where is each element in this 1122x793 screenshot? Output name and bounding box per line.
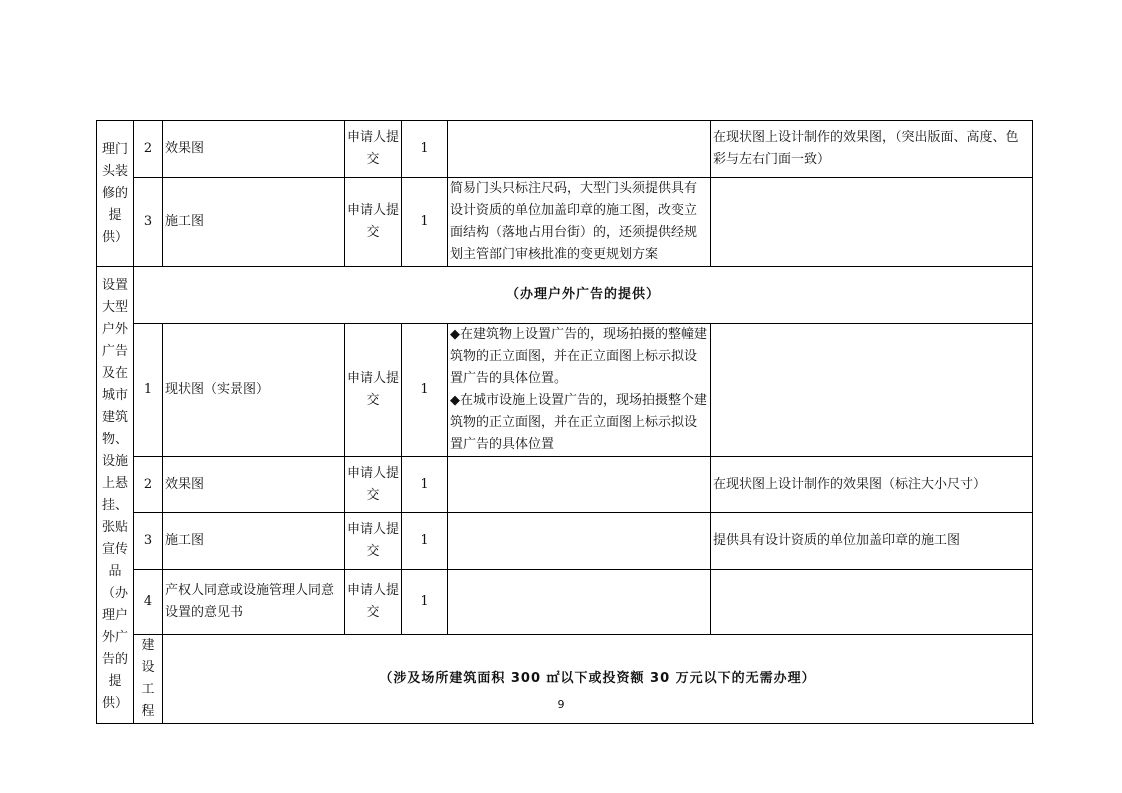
copy-count: 1	[402, 324, 448, 457]
material-name: 现状图（实景图）	[163, 324, 345, 457]
material-name: 效果图	[163, 457, 345, 513]
copy-count: 1	[402, 570, 448, 635]
section-header-outdoor-ad: （办理户外广告的提供）	[134, 267, 1033, 324]
material-note: 在现状图上设计制作的效果图，（突出版面、高度、色彩与左右门面一致）	[711, 121, 1033, 178]
material-name: 施工图	[163, 513, 345, 570]
copy-count: 1	[402, 513, 448, 570]
category-cell-construction: 建设工程	[134, 635, 163, 724]
section-header-construction: （涉及场所建筑面积 300 ㎡以下或投资额 30 万元以下的无需办理）	[163, 635, 1033, 724]
material-name: 施工图	[163, 178, 345, 267]
material-standard	[448, 570, 711, 635]
material-standard	[448, 324, 711, 457]
table-row	[97, 513, 1033, 570]
table-row	[97, 457, 1033, 513]
standard-item-building: ◆在建筑物上设置广告的，现场拍摄的整幢建筑物的正立面图，并在正立面图上标示拟设置广告的具体位置。	[450, 327, 707, 386]
material-note	[711, 178, 1033, 267]
row-number: 3	[134, 513, 163, 570]
material-standard: 简易门头只标注尺码，大型门头须提供具有设计资质的单位加盖印章的施工图，改变立面结构（落地占用台街）的，还须提供经规划主管部门审核批准的变更规划方案	[448, 178, 711, 267]
submitter: 申请人提交	[345, 513, 402, 570]
submitter: 申请人提交	[345, 178, 402, 267]
table-row	[97, 324, 1033, 457]
table-row	[97, 267, 1033, 324]
row-number: 3	[134, 178, 163, 267]
copy-count: 1	[402, 121, 448, 178]
application-materials-table	[96, 120, 1033, 724]
category-cell-outdoor-ad: 设置大型户外广告及在城市建筑物、设施上悬挂、张贴宣传品（办理户外广告的提供）	[97, 267, 134, 724]
submitter: 申请人提交	[345, 570, 402, 635]
table-row	[97, 121, 1033, 178]
material-standard	[448, 513, 711, 570]
standard-item-facility: ◆在城市设施上设置广告的，现场拍摄整个建筑物的正立面图，并在正立面图上标示拟设置广告的具体位置	[450, 393, 707, 452]
material-name: 产权人同意或设施管理人同意设置的意见书	[163, 570, 345, 635]
submitter: 申请人提交	[345, 457, 402, 513]
table-row	[97, 570, 1033, 635]
row-number: 2	[134, 121, 163, 178]
category-cell-storefront: 理门头装修的提供）	[97, 121, 134, 267]
material-standard	[448, 121, 711, 178]
material-note: 提供具有设计资质的单位加盖印章的施工图	[711, 513, 1033, 570]
submitter: 申请人提交	[345, 324, 402, 457]
row-number: 2	[134, 457, 163, 513]
submitter: 申请人提交	[345, 121, 402, 178]
material-name: 效果图	[163, 121, 345, 178]
row-number: 4	[134, 570, 163, 635]
table-row	[97, 178, 1033, 267]
material-note: 在现状图上设计制作的效果图（标注大小尺寸）	[711, 457, 1033, 513]
row-number: 1	[134, 324, 163, 457]
copy-count: 1	[402, 178, 448, 267]
material-note	[711, 324, 1033, 457]
material-standard	[448, 457, 711, 513]
material-note	[711, 570, 1033, 635]
copy-count: 1	[402, 457, 448, 513]
page-number: 9	[557, 698, 565, 711]
